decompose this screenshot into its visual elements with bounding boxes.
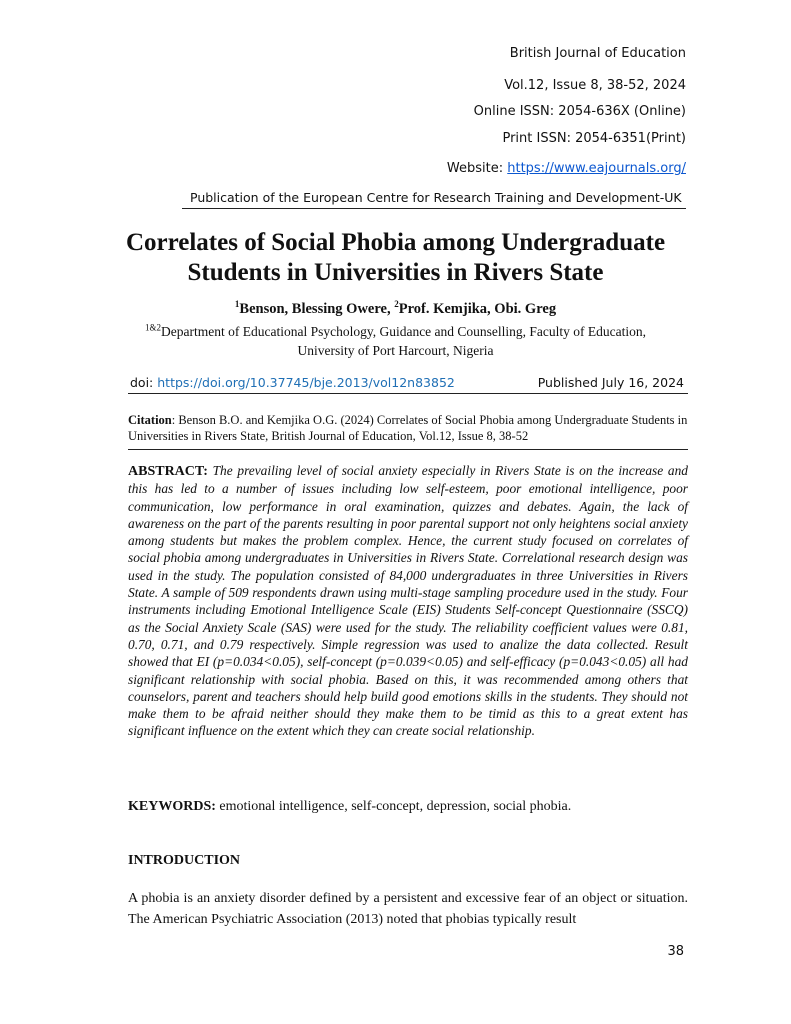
published-date: Published July 16, 2024 [537, 375, 684, 390]
author1: Benson, Blessing Owere, [239, 301, 395, 317]
keywords-label: KEYWORDS: [128, 799, 216, 814]
doi-line [130, 375, 455, 390]
introduction-paragraph: A phobia is an anxiety disorder defined by a persistent and excessive fear of an object or situation. The American Psychiatric Association (2013) noted that phobias typically result [128, 891, 688, 927]
authors [0, 301, 791, 318]
keywords [128, 799, 688, 815]
abstract-label: ABSTRACT: [128, 464, 208, 479]
article-title [0, 228, 791, 288]
volume-info: Vol.12, Issue 8, 38-52, 2024 [504, 78, 686, 93]
author2: Prof. Kemjika, Obi. Greg [398, 301, 557, 317]
citation [128, 413, 688, 444]
title-line-2: Students in Universities in Rivers State [187, 259, 604, 286]
citation-label: Citation [128, 413, 172, 427]
keywords-text: emotional intelligence, self-concept, depression, social phobia. [215, 799, 572, 814]
print-issn: Print ISSN: 2054-6351(Print) [502, 131, 686, 146]
website-line [447, 161, 686, 176]
affiliation-mark: 1&2 [144, 322, 161, 333]
publisher-line: Publication of the European Centre for Research Training and Development-UK [190, 190, 682, 205]
citation-text: : Benson B.O. and Kemjika O.G. (2024) Correlates of Social Phobia among Undergraduate Students in Universities in Rivers State, British Journal of Education, Vol.12, Issue 8, 38-52 [128, 413, 688, 443]
website-link[interactable]: https://www.eajournals.org/ [507, 161, 686, 176]
journal-name: British Journal of Education [509, 46, 686, 61]
online-issn: Online ISSN: 2054-636X (Online) [473, 104, 686, 119]
author2-mark: 2 [394, 299, 399, 310]
citation-divider [128, 449, 688, 450]
affiliation-line-2: University of Port Harcourt, Nigeria [297, 343, 494, 358]
doi-divider [128, 393, 688, 394]
affiliation [0, 322, 791, 360]
affiliation-line-1: Department of Educational Psychology, Guidance and Counselling, Faculty of Education, [161, 324, 647, 339]
introduction-heading: INTRODUCTION [128, 853, 241, 868]
website-label: Website: [446, 161, 508, 176]
abstract [128, 462, 688, 740]
doi-link[interactable]: https://doi.org/10.37745/bje.2013/vol12n83852 [157, 375, 455, 390]
doi-label: doi: [130, 375, 158, 390]
page-number: 38 [667, 944, 684, 959]
author1-mark: 1 [234, 299, 240, 310]
title-line-1: Correlates of Social Phobia among Undergraduate [125, 229, 666, 256]
header-divider [182, 208, 686, 209]
abstract-text: The prevailing level of social anxiety especially in Rivers State is on the increase and this has led to a number of issues including low self-esteem, poor emotional intelligence, poor communication, low performance in oral examination, quizzes and debates. Again, the lack of awareness on the part of the parents resulting in poor parental support not only heightens social anxiety among students but makes the problem complex. Hence, the current study focused on correlates of social phobia among undergraduates in Universities in Rivers State. Correlational research design was used in the study. The population consisted of 84,000 undergraduates in three Universities in Rivers State. A sample of 509 respondents drawn using multi-stage sampling procedure used in the study. Four instruments including Emotional Intelligence Scale (EIS) Students Self-concept Questionnaire (SSCQ) as the Social Anxiety Scale (SAS) were used for the study. The reliability coefficient values were 0.81, 0.70, 0.71, and 0.79 respectively. Simple regression was used to analize the data collected. Result showed that EI (p=0.034<0.05), self-concept (p=0.039<0.05) and self-efficacy (p=0.043<0.05) all had significant relationship with social phobia. Based on this, it was recommended among others that counselors, parent and teachers should help build good emotions skills in the students. They should not make them to be afraid neither should they make them to be timid as this to a great extent has significant influence on the extent which they can create social relationship. [128, 463, 688, 739]
